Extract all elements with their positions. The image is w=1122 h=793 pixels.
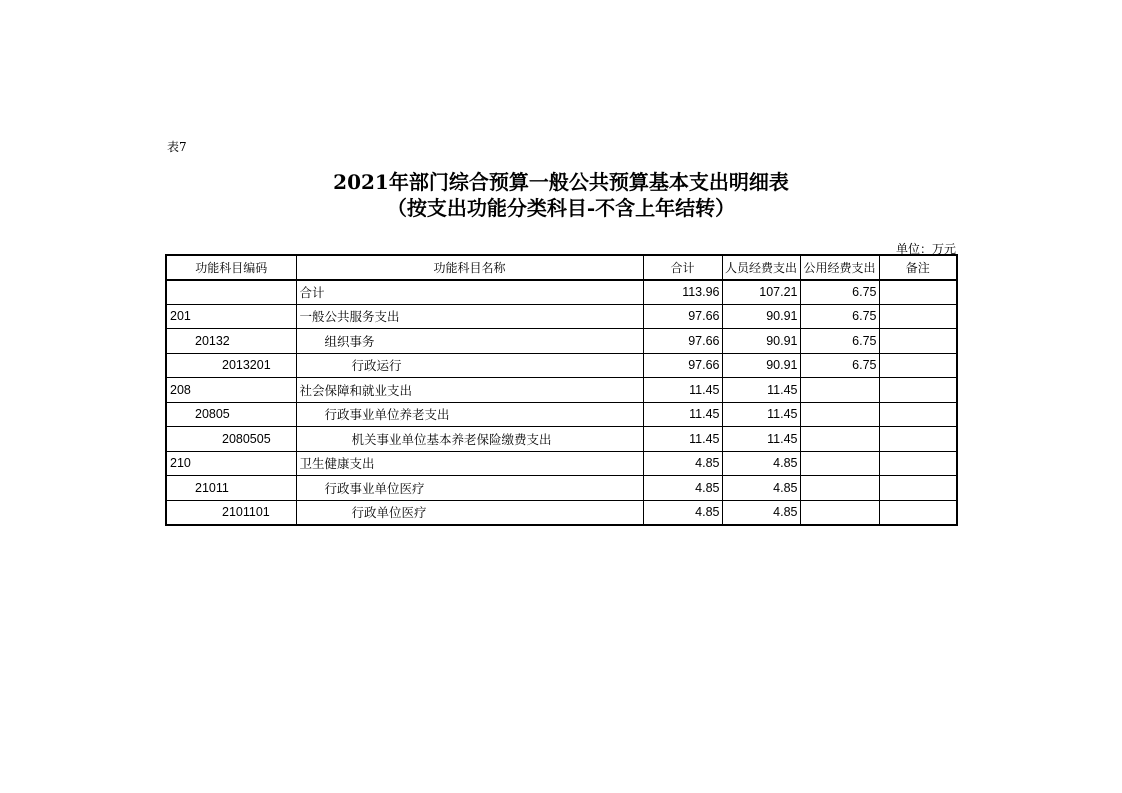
table-row <box>166 378 957 403</box>
table-row <box>166 500 957 525</box>
table-row <box>166 451 957 476</box>
cell-remark <box>879 451 957 476</box>
cell-total: 11.45 <box>643 427 722 452</box>
table-row <box>166 353 957 378</box>
header-name: 功能科目名称 <box>296 255 643 280</box>
cell-public <box>800 451 879 476</box>
cell-code <box>166 280 296 305</box>
cell-public <box>800 378 879 403</box>
cell-remark <box>879 280 957 305</box>
cell-code: 2101101 <box>166 500 296 525</box>
table-row <box>166 304 957 329</box>
cell-total: 97.66 <box>643 353 722 378</box>
cell-personnel: 107.21 <box>722 280 800 305</box>
header-personnel: 人员经费支出 <box>722 255 800 280</box>
cell-public <box>800 500 879 525</box>
cell-code: 201 <box>166 304 296 329</box>
cell-remark <box>879 304 957 329</box>
budget-table <box>165 254 958 526</box>
header-public: 公用经费支出 <box>800 255 879 280</box>
cell-remark <box>879 329 957 354</box>
cell-code: 21011 <box>166 476 296 501</box>
cell-name: 行政单位医疗 <box>296 500 643 525</box>
cell-code: 208 <box>166 378 296 403</box>
cell-public <box>800 476 879 501</box>
cell-total: 113.96 <box>643 280 722 305</box>
cell-personnel: 11.45 <box>722 402 800 427</box>
cell-name: 行政事业单位养老支出 <box>296 402 643 427</box>
cell-name: 一般公共服务支出 <box>296 304 643 329</box>
cell-public <box>800 427 879 452</box>
cell-name: 机关事业单位基本养老保险缴费支出 <box>296 427 643 452</box>
cell-code: 2080505 <box>166 427 296 452</box>
cell-personnel: 90.91 <box>722 353 800 378</box>
header-remark: 备注 <box>879 255 957 280</box>
table-row <box>166 402 957 427</box>
table-row <box>166 329 957 354</box>
cell-personnel: 11.45 <box>722 427 800 452</box>
cell-total: 4.85 <box>643 476 722 501</box>
cell-personnel: 90.91 <box>722 329 800 354</box>
cell-name: 行政运行 <box>296 353 643 378</box>
cell-name: 社会保障和就业支出 <box>296 378 643 403</box>
cell-public: 6.75 <box>800 304 879 329</box>
cell-total: 11.45 <box>643 402 722 427</box>
cell-personnel: 4.85 <box>722 476 800 501</box>
cell-name: 行政事业单位医疗 <box>296 476 643 501</box>
table-row <box>166 427 957 452</box>
cell-public <box>800 402 879 427</box>
cell-remark <box>879 476 957 501</box>
table-number: 表7 <box>167 140 187 154</box>
cell-total: 97.66 <box>643 304 722 329</box>
cell-total: 11.45 <box>643 378 722 403</box>
cell-code: 20805 <box>166 402 296 427</box>
cell-name: 组织事务 <box>296 329 643 354</box>
cell-total: 4.85 <box>643 451 722 476</box>
page-subtitle: （按支出功能分类科目-不含上年结转） <box>386 196 736 220</box>
cell-remark <box>879 353 957 378</box>
cell-personnel: 4.85 <box>722 500 800 525</box>
header-total: 合计 <box>643 255 722 280</box>
page-title: 2021年部门综合预算一般公共预算基本支出明细表 <box>333 170 789 194</box>
cell-personnel: 4.85 <box>722 451 800 476</box>
header-code: 功能科目编码 <box>166 255 296 280</box>
cell-remark <box>879 427 957 452</box>
cell-personnel: 90.91 <box>722 304 800 329</box>
cell-personnel: 11.45 <box>722 378 800 403</box>
cell-remark <box>879 500 957 525</box>
cell-public: 6.75 <box>800 329 879 354</box>
cell-remark <box>879 378 957 403</box>
cell-code: 210 <box>166 451 296 476</box>
table-row <box>166 280 957 305</box>
cell-public: 6.75 <box>800 353 879 378</box>
unit-label: 单位：万元 <box>895 242 956 256</box>
cell-name: 卫生健康支出 <box>296 451 643 476</box>
cell-total: 97.66 <box>643 329 722 354</box>
cell-code: 20132 <box>166 329 296 354</box>
cell-code: 2013201 <box>166 353 296 378</box>
cell-public: 6.75 <box>800 280 879 305</box>
cell-remark <box>879 402 957 427</box>
table-row <box>166 476 957 501</box>
header-row <box>166 255 957 280</box>
cell-name: 合计 <box>296 280 643 305</box>
cell-total: 4.85 <box>643 500 722 525</box>
